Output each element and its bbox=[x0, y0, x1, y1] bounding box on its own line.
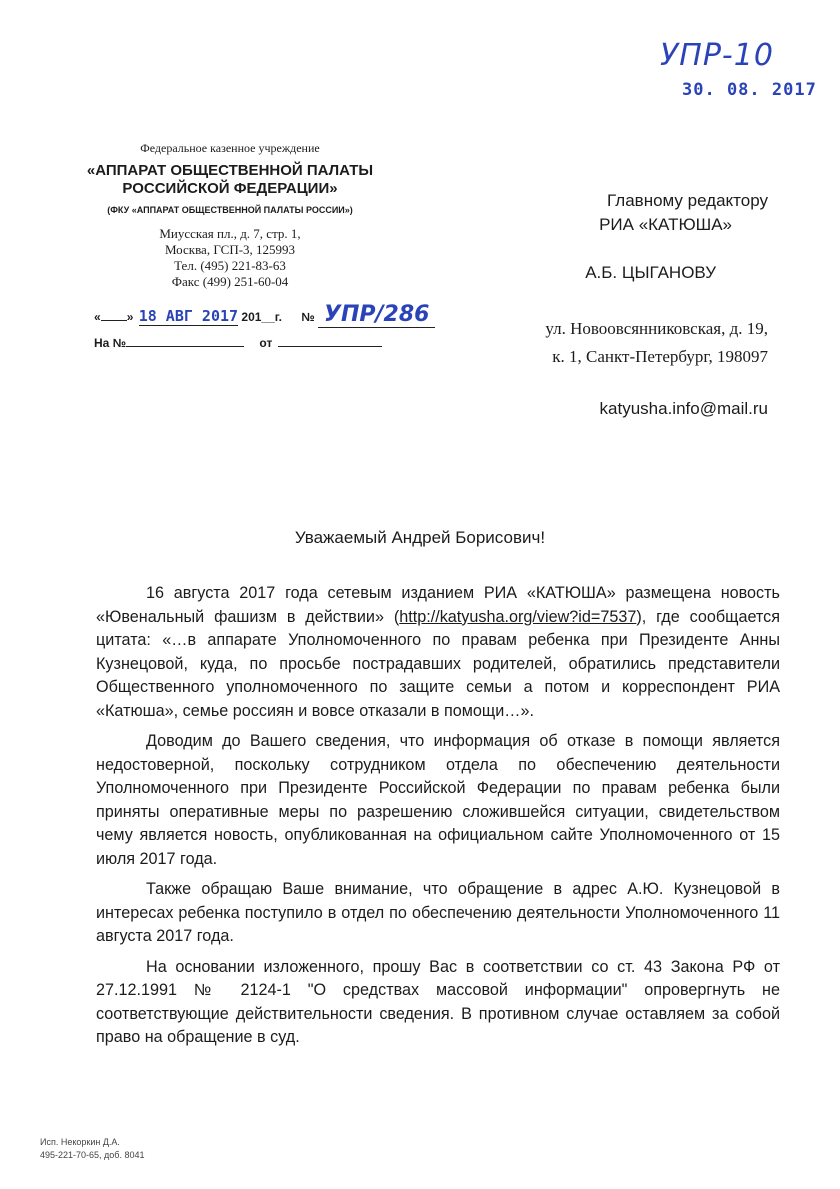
paragraph-1 bbox=[96, 582, 780, 723]
handwritten-reg-number: УПР-10 bbox=[660, 38, 774, 73]
addressee-position-line1: Главному редактору bbox=[607, 191, 768, 210]
executor-name: Исп. Некоркин Д.А. bbox=[40, 1137, 120, 1147]
org-fax: Факс (499) 251-60-04 bbox=[171, 274, 289, 289]
org-abbreviation: (ФКУ «АППАРАТ ОБЩЕСТВЕННОЙ ПАЛАТЫ РОССИИ») bbox=[107, 205, 353, 215]
reply-from-label: от bbox=[259, 336, 273, 350]
addressee-position-line2: РИА «КАТЮША» bbox=[599, 215, 732, 234]
number-label: № bbox=[301, 310, 315, 324]
salutation: Уважаемый Андрей Борисович! bbox=[294, 528, 546, 547]
addressee-address-line2: к. 1, Санкт-Петербург, 198097 bbox=[552, 347, 768, 366]
addressee-address-line1: ул. Новоовсянниковская, д. 19, bbox=[545, 319, 768, 338]
org-address-line1: Миусская пл., д. 7, стр. 1, bbox=[159, 226, 301, 241]
article-link[interactable]: http://katyusha.org/view?id=7537 bbox=[399, 607, 637, 626]
executor-phone: 495-221-70-65, доб. 8041 bbox=[40, 1150, 145, 1160]
org-name-line1: «АППАРАТ ОБЩЕСТВЕННОЙ ПАЛАТЫ bbox=[86, 162, 374, 179]
org-phone: Тел. (495) 221-83-63 bbox=[174, 258, 286, 273]
org-type: Федеральное казенное учреждение bbox=[140, 141, 320, 155]
letter-body bbox=[96, 582, 780, 1057]
org-address-line2: Москва, ГСП-3, 125993 bbox=[164, 242, 296, 257]
paragraph-3: Также обращаю Ваше внимание, что обращение в адрес А.Ю. Кузнецовой в интересах ребенка поступило в отдел по обеспечению деятельности Уполномоченного 11 августа 2017 года. bbox=[96, 880, 780, 945]
paragraph-4: На основании изложенного, прошу Вас в соответствии со ст. 43 Закона РФ от 27.12.1991 № 2124-1 "О средствах массовой информации" опровергнуть не соответствующие действительности сведения. В противном случае оставляем за собой право на обращение в суд. bbox=[96, 957, 780, 1046]
year-suffix: 201__г. bbox=[241, 310, 282, 324]
paragraph-1-text-after: ), где сообщается цитата: «…в аппарате Уполномоченного по правам ребенка при Президенте Анны Кузнецовой, куда, по просьбе пострадавших родителей, обратились представители Общественного уполномоченного по защите семьи а потом и корреспондент РИА «Катюша», семье россиян и вовсе отказали в помощи…». bbox=[96, 607, 780, 720]
received-date-stamp: 30. 08. 2017 bbox=[682, 80, 817, 100]
addressee-email: katyusha.info@mail.ru bbox=[599, 399, 768, 418]
addressee-name: А.Б. ЦЫГАНОВУ bbox=[585, 263, 716, 282]
outgoing-date-stamp: 18 АВГ 2017 bbox=[138, 307, 239, 325]
date-close-quote: » bbox=[126, 310, 134, 324]
handwritten-outgoing-number: УПР/286 bbox=[318, 302, 435, 328]
org-name-line2: РОССИЙСКОЙ ФЕДЕРАЦИИ» bbox=[122, 180, 338, 197]
date-open-quote: « bbox=[94, 310, 101, 324]
paragraph-1-text-before: 16 августа 2017 года сетевым изданием РИА «КАТЮША» размещена новость «Ювенальный фашизм в действии» ( bbox=[96, 584, 780, 626]
reply-number-label: На № bbox=[94, 336, 127, 350]
reply-reference-line bbox=[94, 334, 382, 350]
outgoing-registration-line bbox=[94, 302, 435, 327]
paragraph-2: Доводим до Вашего сведения, что информация об отказе в помощи является недостоверной, поскольку сотрудником отдела по обеспечению деятельности Уполномоченного при Президенте Российской Федерации по правам ребенка были приняты оперативные меры по разрешению сложившейся ситуации, свидетельством чему является новость, опубликованная на официальном сайте Уполномоченного от 15 июля 2017 года. bbox=[96, 732, 780, 868]
